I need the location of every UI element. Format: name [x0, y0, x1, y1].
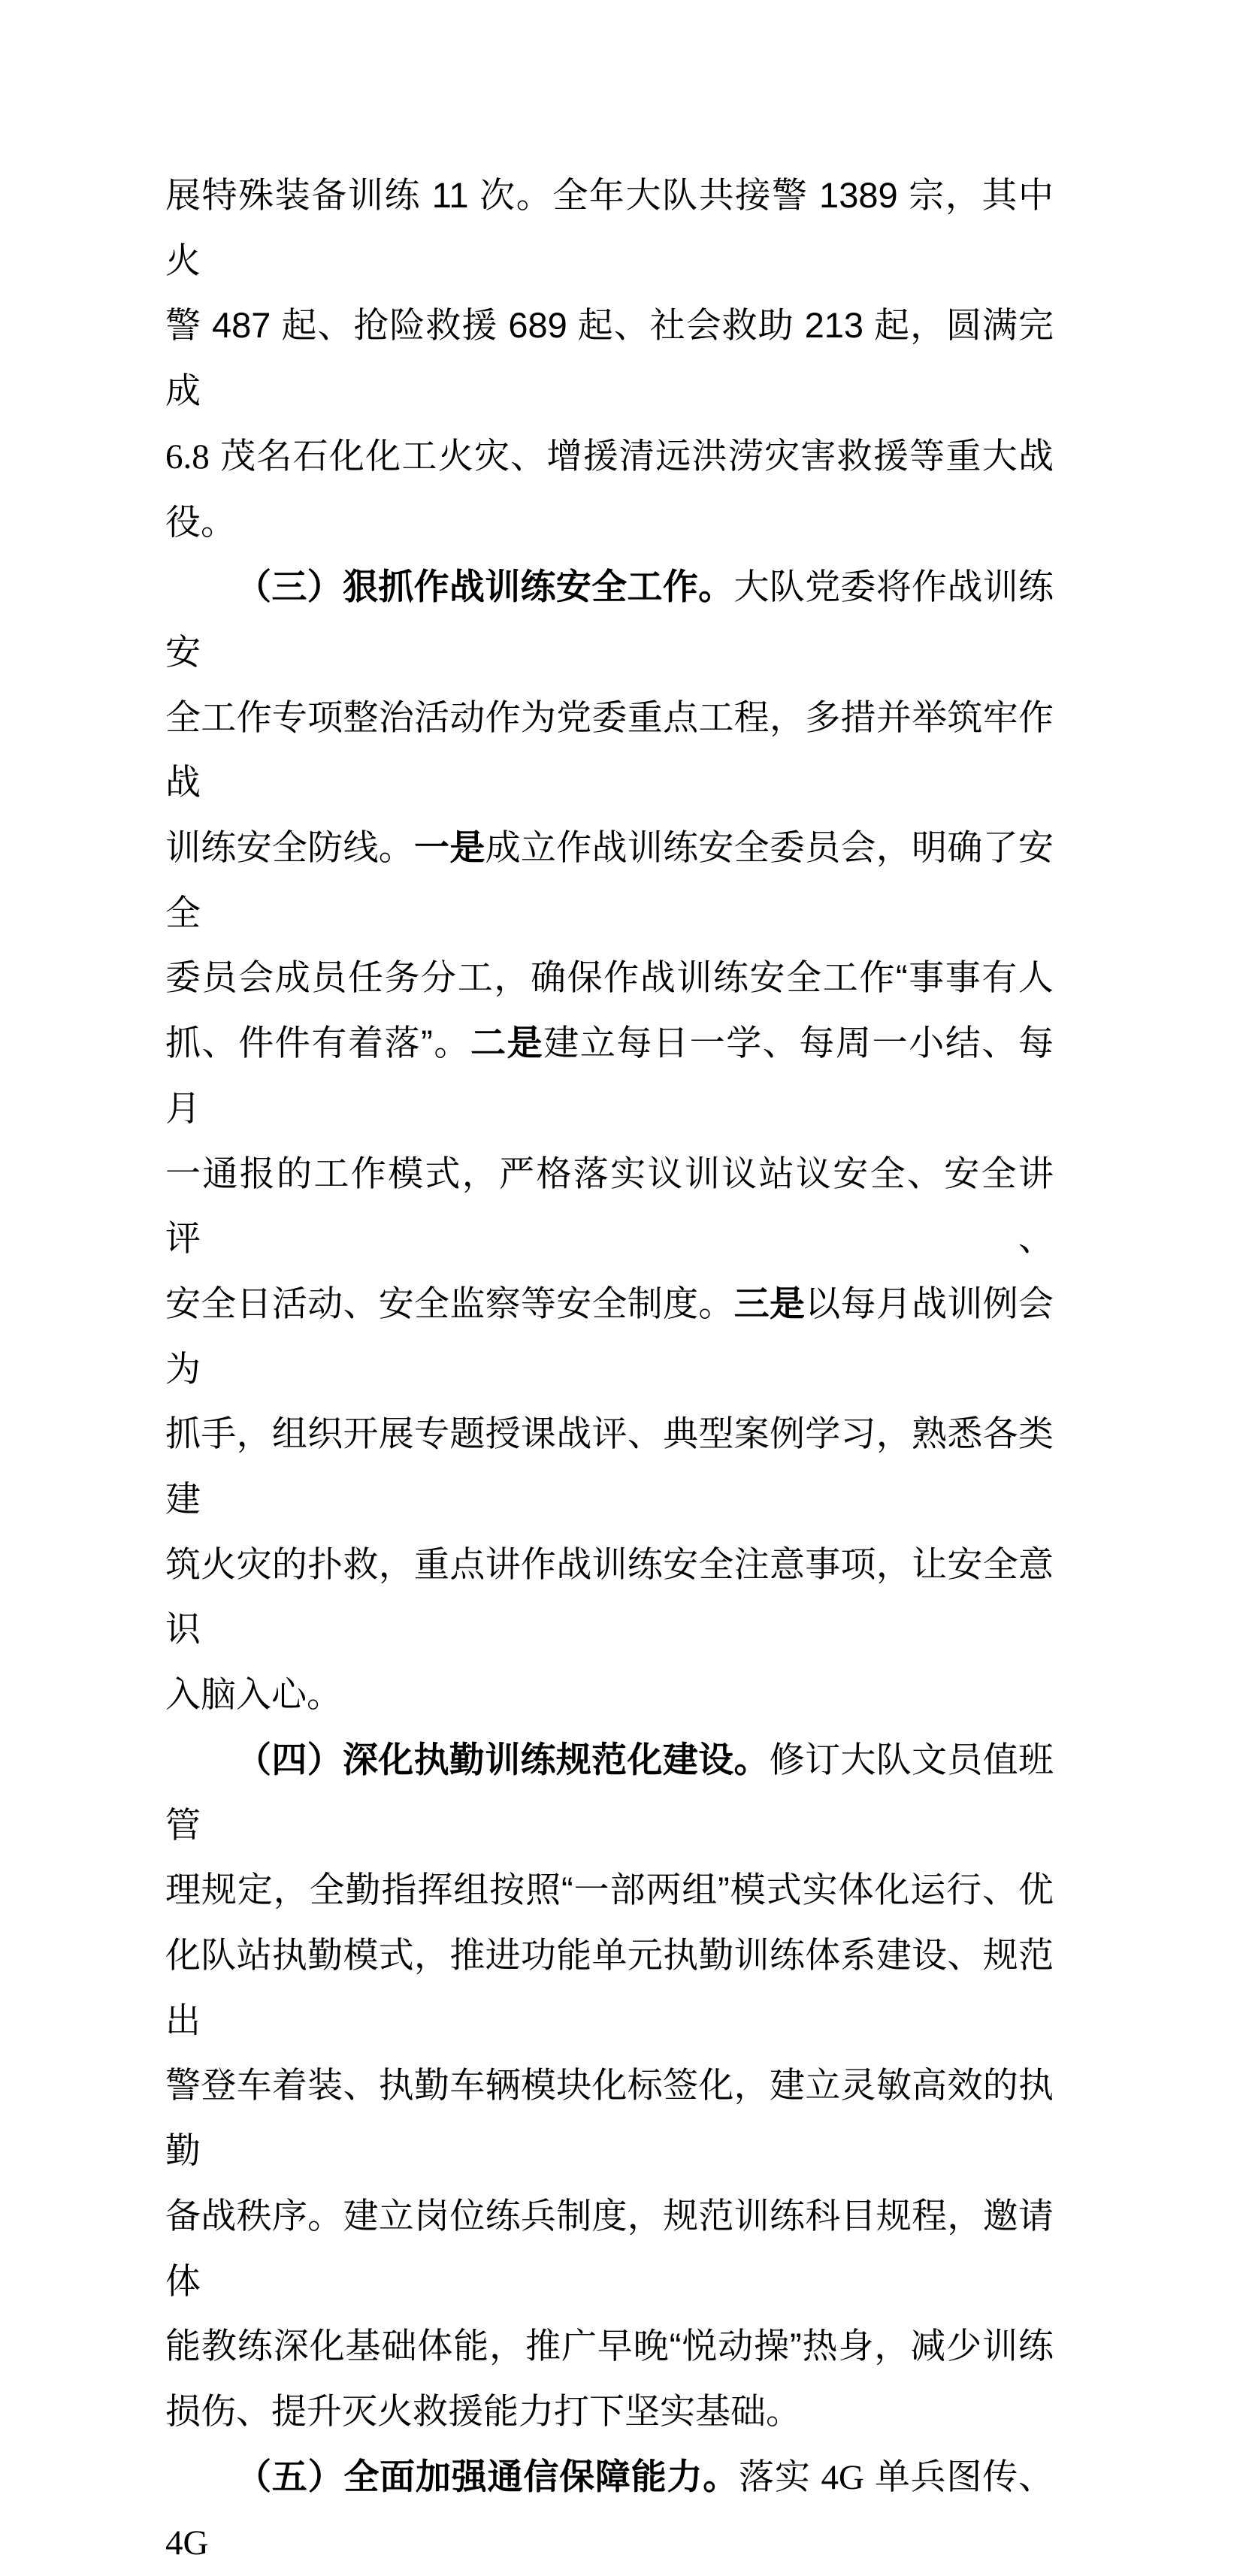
- text-run: 警登车着装、执勤车辆模块化标签化，建立灵敏高效的执勤: [165, 2065, 1054, 2171]
- text-line: [165, 685, 1054, 815]
- text-line: [165, 1401, 1054, 1531]
- text-run: 安全日活动、安全监察等安全制度。: [165, 1283, 734, 1323]
- text-run: 一通报的工作模式，严格落实议训议站议安全、安全讲评、: [165, 1153, 1054, 1259]
- text-run: 4G: [165, 2523, 209, 2563]
- text-line: [165, 2314, 1054, 2379]
- text-run: 全工作专项整治活动作为党委重点工程，多措并举筑牢作战: [165, 697, 1054, 803]
- text-line: [165, 1141, 1054, 1271]
- text-line: [165, 2184, 1054, 2314]
- text-run: 筑火灾的扑救，重点讲作战训练安全注意事项，让安全意识: [165, 1543, 1054, 1649]
- text-line: [165, 2444, 1054, 2576]
- text-run: 备战秩序。建立岗位练兵制度，规范训练科目规程，邀请体: [165, 2195, 1054, 2301]
- text-run: 以每月战训例会为: [165, 1283, 1054, 1389]
- text-line: [165, 163, 1054, 293]
- text-line: [165, 1271, 1054, 1401]
- text-run: 成立作战训练安全委员会，明确了安全: [165, 827, 1054, 933]
- text-run: （五）全面加强通信保障能力。: [236, 2456, 739, 2496]
- text-run: 大队党委将作战训练安: [165, 567, 1054, 672]
- text-run: 抓手，组织开展专题授课战评、典型案例学习，熟悉各类建: [165, 1413, 1054, 1519]
- text-line: [165, 293, 1054, 423]
- text-line: [165, 1532, 1054, 1662]
- text-run: 6.8: [165, 437, 210, 476]
- text-run: 建立每日一学、每周一小结、每月: [165, 1023, 1054, 1128]
- text-line: [165, 555, 1054, 685]
- text-run: 委员会成员任务分工，确保作战训练安全工作“事事有人: [165, 957, 1054, 998]
- text-run: 4G: [821, 2457, 864, 2497]
- text-line: [165, 1728, 1054, 1858]
- text-line: [165, 424, 1054, 490]
- text-run: 单兵图传、: [863, 2456, 1054, 2496]
- text-line: [165, 2053, 1054, 2183]
- text-line: [165, 2379, 1054, 2444]
- text-line: [165, 945, 1054, 1011]
- text-line: [165, 1662, 1054, 1728]
- text-run: 入脑入心。: [165, 1674, 342, 1715]
- text-line: [165, 1923, 1054, 2053]
- text-run: 抓、件件有着落”。: [165, 1023, 471, 1063]
- text-run: 训练安全防线。: [165, 827, 415, 868]
- text-line: [165, 1011, 1054, 1141]
- text-run: 茂名石化化工火灾、增援清远洪涝灾害救援等重大战: [209, 435, 1054, 476]
- text-line: [165, 815, 1054, 945]
- text-run: 修订大队文员值班管: [165, 1739, 1054, 1845]
- text-run: 二是: [470, 1023, 544, 1063]
- text-run: 损伤、提升灭火救援能力打下坚实基础。: [165, 2390, 801, 2431]
- text-run: 理规定，全勤指挥组按照“一部两组”模式实体化运行、优: [165, 1870, 1054, 1910]
- text-run: 警 487 起、抢险救援 689 起、社会救助 213 起，圆满完成: [165, 305, 1054, 411]
- text-run: 役。: [165, 501, 236, 542]
- text-run: 化队站执勤模式，推进功能单元执勤训练体系建设、规范出: [165, 1934, 1054, 2040]
- text-run: 能教练深化基础体能，推广早晚“悦动操”热身，减少训练: [165, 2326, 1054, 2366]
- text-run: （四）深化执勤训练规范化建设。: [236, 1739, 770, 1779]
- text-line: [165, 490, 1054, 555]
- text-run: 展特殊装备训练 11 次。全年大队共接警 1389 宗，其中火: [165, 175, 1054, 280]
- document-text: [165, 163, 1054, 2576]
- text-run: （三）狠抓作战训练安全工作。: [236, 567, 734, 607]
- text-run: 三是: [733, 1283, 806, 1323]
- text-run: 落实: [739, 2456, 821, 2496]
- text-run: 一是: [414, 827, 485, 868]
- text-line: [165, 1858, 1054, 1923]
